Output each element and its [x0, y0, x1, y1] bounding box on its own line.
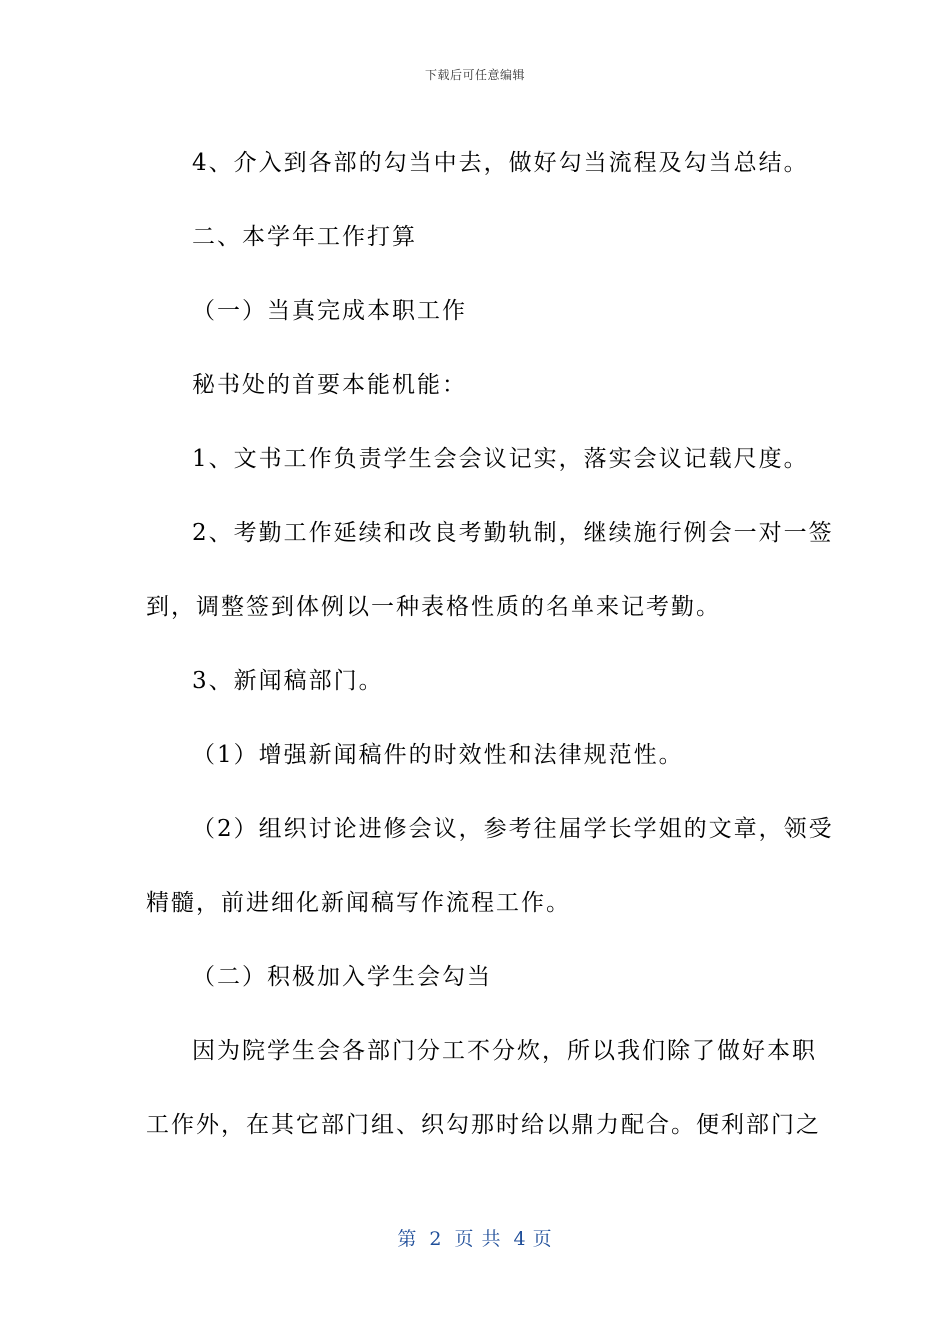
paragraph-line: 4、介入到各部的勾当中去，做好勾当流程及勾当总结。 — [192, 150, 809, 176]
footer-total-pages: 4 — [513, 1228, 527, 1250]
footer-suffix: 页 — [532, 1228, 553, 1250]
paragraph-line: （1）增强新闻稿件的时效性和法律规范性。 — [192, 742, 684, 768]
section-heading: 二、本学年工作打算 — [192, 224, 417, 250]
subsection-heading: （一）当真完成本职工作 — [192, 298, 467, 324]
paragraph-line: 因为院学生会各部门分工不分炊，所以我们除了做好本职 — [192, 1038, 817, 1064]
footer-page-number: 2 — [429, 1228, 443, 1250]
page-footer — [0, 1224, 950, 1251]
paragraph-line: 2、考勤工作延续和改良考勤轨制，继续施行例会一对一签 — [192, 520, 834, 546]
paragraph-line: 到，调整签到体例以一种表格性质的名单来记考勤。 — [146, 594, 721, 620]
paragraph-line: 工作外，在其它部门组、织勾那时给以鼎力配合。便利部门之 — [146, 1112, 821, 1138]
document-body — [146, 126, 834, 1162]
page-header: 下载后可任意编辑 — [424, 68, 525, 82]
footer-prefix: 第 — [397, 1228, 418, 1250]
footer-middle: 页 共 — [454, 1228, 502, 1250]
paragraph-line: 1、文书工作负责学生会会议记实，落实会议记载尺度。 — [192, 446, 809, 472]
paragraph-line: 秘书处的首要本能机能： — [192, 372, 467, 398]
subsection-heading: （二）积极加入学生会勾当 — [192, 964, 492, 990]
paragraph-line: 精髓，前进细化新闻稿写作流程工作。 — [146, 890, 571, 916]
paragraph-line: （2）组织讨论进修会议，参考往届学长学姐的文章，领受 — [192, 816, 834, 842]
paragraph-line: 3、新闻稿部门。 — [192, 668, 384, 694]
